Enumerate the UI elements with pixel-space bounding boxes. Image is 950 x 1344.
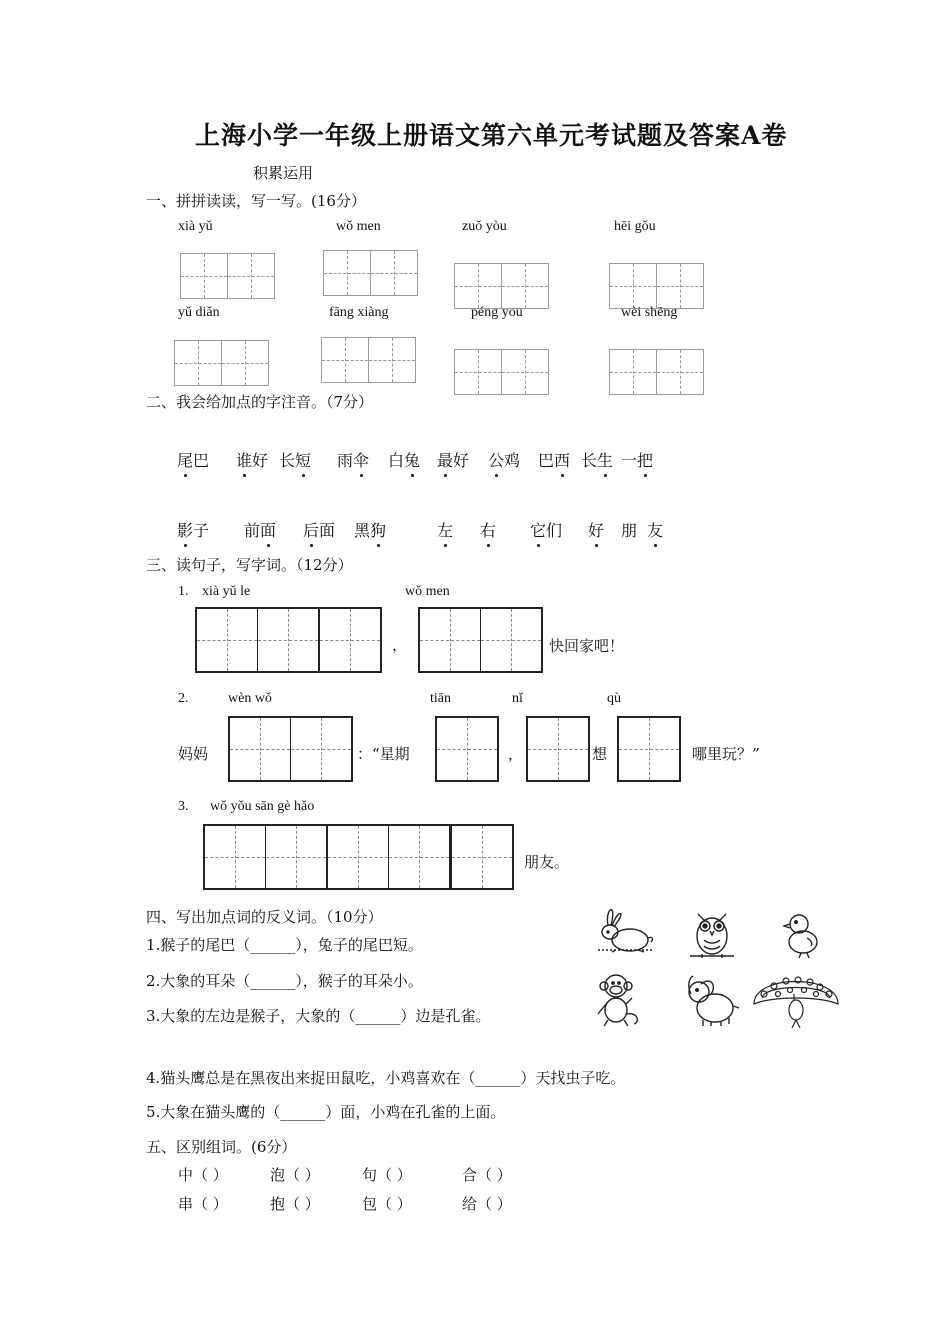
writing-grid[interactable] <box>195 607 320 673</box>
writing-grid[interactable] <box>318 607 382 673</box>
word-group-item: 句（ ） <box>362 1166 412 1184</box>
writing-grid[interactable] <box>321 337 416 383</box>
punctuation: ， <box>508 745 524 763</box>
question-number: 2. <box>178 691 189 706</box>
writing-grid[interactable] <box>609 349 704 395</box>
elephant-icon <box>683 972 741 1028</box>
subtitle: 积累运用 <box>253 164 314 182</box>
writing-grid[interactable] <box>323 250 418 296</box>
writing-grid[interactable] <box>526 716 590 782</box>
question-number: 3. <box>178 799 189 814</box>
word-item: 长短 <box>279 448 311 471</box>
word-group-item: 抱（ ） <box>270 1195 320 1213</box>
section-3-heading: 三、读句子，写字词。（12分） <box>146 556 353 574</box>
pinyin-label: wèi shēng <box>621 305 678 320</box>
word-item: 影子 <box>177 518 209 541</box>
writing-grid[interactable] <box>609 263 704 309</box>
word-group-item: 串（ ） <box>178 1195 228 1213</box>
punctuation: ， <box>392 636 408 654</box>
antonym-question: 4.猫头鹰总是在黑夜出来捉田鼠吃，小鸡喜欢在（______）天找虫子吃。 <box>146 1069 626 1087</box>
antonym-question: 3.大象的左边是猴子，大象的（______）边是孔雀。 <box>146 1007 491 1025</box>
word-item: 前面 <box>244 518 276 541</box>
pinyin-label: wǒ yǒu sān gè hǎo <box>210 799 315 814</box>
pinyin-label: xià yǔ <box>178 219 213 234</box>
word-item: 黑狗 <box>354 518 386 541</box>
word-item: 巴西 <box>538 448 570 471</box>
chick-icon <box>781 910 823 960</box>
word-item: 左 <box>437 518 453 541</box>
sentence-text: ：“星期 <box>357 745 410 763</box>
peacock-icon <box>750 964 842 1030</box>
word-group-item: 中（ ） <box>178 1166 228 1184</box>
word-group-item: 泡（ ） <box>270 1166 320 1184</box>
pinyin-label: yǔ diǎn <box>178 305 220 320</box>
pinyin-label: hēi gǒu <box>614 219 656 234</box>
word-item: 后面 <box>303 518 335 541</box>
writing-grid[interactable] <box>174 340 269 386</box>
word-group-item: 给（ ） <box>462 1195 512 1213</box>
writing-grid[interactable] <box>326 824 451 890</box>
pinyin-label: nǐ <box>512 691 523 706</box>
pinyin-label: wǒ men <box>405 584 450 599</box>
word-group-item: 合（ ） <box>462 1166 512 1184</box>
question-number: 1. <box>178 584 189 599</box>
pinyin-label: zuǒ yòu <box>462 219 507 234</box>
word-item: 长生 <box>581 448 613 471</box>
word-item: 最好 <box>437 448 469 471</box>
word-item: 谁好 <box>236 448 268 471</box>
sentence-text: 快回家吧！ <box>549 637 625 655</box>
word-item: 公鸡 <box>488 448 520 471</box>
writing-grid[interactable] <box>228 716 353 782</box>
sentence-text: 朋友。 <box>524 853 570 871</box>
antonym-question: 5.大象在猫头鹰的（______）面，小鸡在孔雀的上面。 <box>146 1103 506 1121</box>
section-2-heading: 二、我会给加点的字注音。（7分） <box>146 393 374 411</box>
writing-grid[interactable] <box>203 824 328 890</box>
sentence-text: 想 <box>592 745 608 763</box>
writing-grid[interactable] <box>450 824 514 890</box>
pinyin-label: péng you <box>471 305 523 320</box>
section-1-heading: 一、拼拼读读，写一写。(16分） <box>146 192 366 210</box>
word-group-item: 包（ ） <box>362 1195 412 1213</box>
word-item: 友 <box>647 518 663 541</box>
word-item: 它们 <box>530 518 562 541</box>
word-item: 雨伞 <box>337 448 369 471</box>
word-item: 朋 <box>621 521 638 540</box>
pinyin-label: tiān <box>430 691 451 706</box>
word-item: 右 <box>480 518 496 541</box>
writing-grid[interactable] <box>454 349 549 395</box>
word-item: 一把 <box>621 448 653 471</box>
antonym-question: 2.大象的耳朵（______），猴子的耳朵小。 <box>146 972 423 990</box>
writing-grid[interactable] <box>454 263 549 309</box>
word-item: 好 <box>588 518 604 541</box>
sentence-text: 妈妈 <box>178 745 209 763</box>
sentence-text: 哪里玩？” <box>692 745 760 763</box>
writing-grid[interactable] <box>180 253 275 299</box>
monkey-icon <box>594 970 644 1030</box>
pinyin-label: fāng xiàng <box>329 305 389 320</box>
section-5-heading: 五、区别组词。(6分） <box>146 1138 297 1156</box>
writing-grid[interactable] <box>418 607 543 673</box>
word-item: 尾巴 <box>177 448 209 471</box>
pinyin-label: xià yǔ le <box>202 584 251 599</box>
antonym-question: 1.猴子的尾巴（______），兔子的尾巴短。 <box>146 936 423 954</box>
rabbit-icon <box>594 906 658 956</box>
section-4-heading: 四、写出加点词的反义词。（10分） <box>146 908 383 926</box>
pinyin-label: wǒ men <box>336 219 381 234</box>
word-item: 白兔 <box>388 448 420 471</box>
writing-grid[interactable] <box>435 716 499 782</box>
page-title: 上海小学一年级上册语文第六单元考试题及答案A卷 <box>195 121 788 150</box>
pinyin-label: wèn wǒ <box>228 691 272 706</box>
pinyin-label: qù <box>607 691 621 706</box>
writing-grid[interactable] <box>617 716 681 782</box>
owl-icon <box>688 904 736 962</box>
